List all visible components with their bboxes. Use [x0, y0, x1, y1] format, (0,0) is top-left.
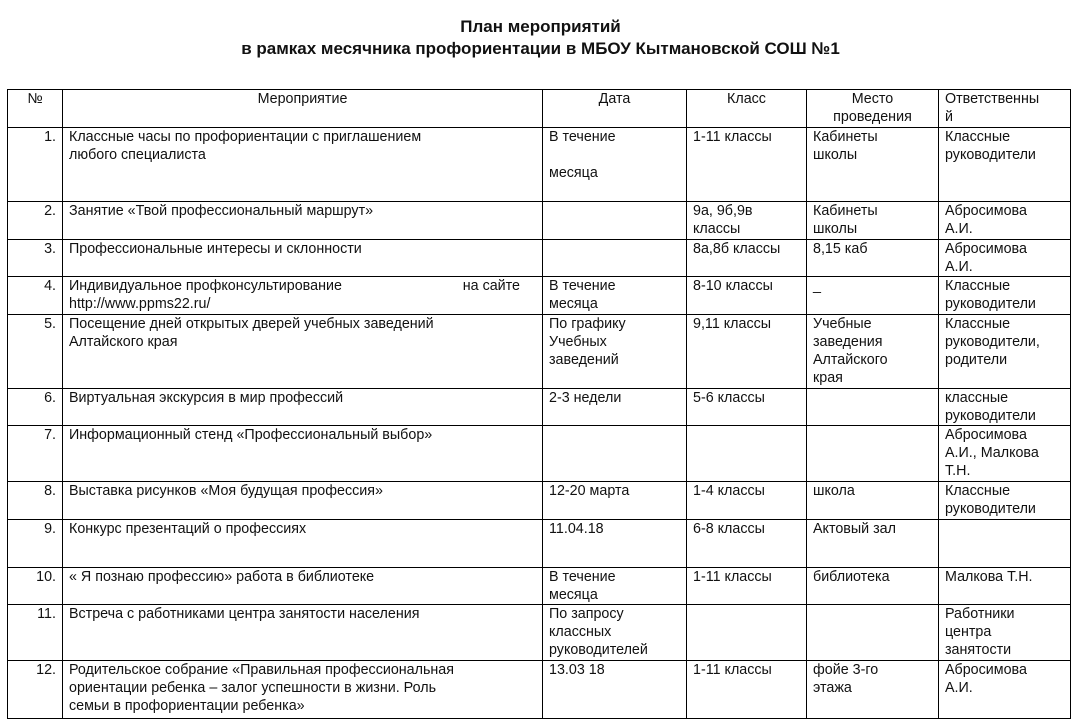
- table-row: [8, 520, 1071, 568]
- row-number: 4.: [8, 277, 63, 315]
- header-class: Класс: [687, 90, 807, 128]
- header-event: Мероприятие: [63, 90, 543, 128]
- row-number: 3.: [8, 240, 63, 277]
- row-place: 8,15 каб: [807, 240, 939, 277]
- row-event: « Я познаю профессию» работа в библиотеке: [63, 568, 543, 605]
- row-class: 6-8 классы: [687, 520, 807, 568]
- table-row: [8, 240, 1071, 277]
- row-class: [687, 605, 807, 661]
- row-number: 12.: [8, 661, 63, 719]
- row-place: школа: [807, 482, 939, 520]
- row-date: [543, 202, 687, 240]
- row-place: Кабинеты школы: [807, 202, 939, 240]
- row-number: 9.: [8, 520, 63, 568]
- row-class: 1-11 классы: [687, 128, 807, 202]
- table-row: [8, 277, 1071, 315]
- row-date: 11.04.18: [543, 520, 687, 568]
- header-number: №: [8, 90, 63, 128]
- row-number: 8.: [8, 482, 63, 520]
- row-number: 2.: [8, 202, 63, 240]
- row-place: фойе 3-го этажа: [807, 661, 939, 719]
- website-link[interactable]: http://www.ppms22.ru/: [69, 296, 211, 312]
- document-title: [0, 16, 1081, 60]
- row-date: [543, 240, 687, 277]
- event-text-part: Индивидуальное профконсультирование: [69, 278, 342, 294]
- row-class: 9а, 9б,9в классы: [687, 202, 807, 240]
- row-date: По графику Учебных заведений: [543, 315, 687, 389]
- row-place: [807, 426, 939, 482]
- row-responsible: [939, 520, 1071, 568]
- row-event: Занятие «Твой профессиональный маршрут»: [63, 202, 543, 240]
- header-row: [8, 90, 1071, 128]
- event-line: [69, 277, 536, 295]
- table-row: [8, 128, 1071, 202]
- row-number: 1.: [8, 128, 63, 202]
- row-responsible: Абросимова А.И.: [939, 661, 1071, 719]
- table-row: [8, 389, 1071, 426]
- row-responsible: Абросимова А.И., Малкова Т.Н.: [939, 426, 1071, 482]
- row-number: 10.: [8, 568, 63, 605]
- row-event: [63, 277, 543, 315]
- row-place: Актовый зал: [807, 520, 939, 568]
- row-place: [807, 389, 939, 426]
- row-number: 7.: [8, 426, 63, 482]
- row-place: Учебные заведения Алтайского края: [807, 315, 939, 389]
- row-date: [543, 426, 687, 482]
- table-row: [8, 568, 1071, 605]
- table-row: [8, 426, 1071, 482]
- row-date: 12-20 марта: [543, 482, 687, 520]
- row-event: Родительское собрание «Правильная профессиональная ориентации ребенка – залог успешности в жизни. Роль семьи в профориентации ребенка»: [63, 661, 543, 719]
- row-class: 8а,8б классы: [687, 240, 807, 277]
- row-responsible: Классные руководители: [939, 128, 1071, 202]
- row-date: В течение месяца: [543, 568, 687, 605]
- row-event: Классные часы по профориентации с приглашением любого специалиста: [63, 128, 543, 202]
- row-date: По запросу классных руководителей: [543, 605, 687, 661]
- row-responsible: Классные руководители, родители: [939, 315, 1071, 389]
- table-row: [8, 315, 1071, 389]
- row-event: Профессиональные интересы и склонности: [63, 240, 543, 277]
- row-date: В течение месяца: [543, 277, 687, 315]
- table-row: [8, 661, 1071, 719]
- row-responsible: Малкова Т.Н.: [939, 568, 1071, 605]
- event-text-part: на сайте: [462, 278, 520, 294]
- row-place: Кабинеты школы: [807, 128, 939, 202]
- row-event: Встреча с работниками центра занятости населения: [63, 605, 543, 661]
- row-date: 13.03 18: [543, 661, 687, 719]
- row-number: 5.: [8, 315, 63, 389]
- row-responsible: Абросимова А.И.: [939, 202, 1071, 240]
- header-place: Место проведения: [807, 90, 939, 128]
- row-place: [807, 605, 939, 661]
- header-date: Дата: [543, 90, 687, 128]
- row-responsible: Работники центра занятости: [939, 605, 1071, 661]
- row-event: Выставка рисунков «Моя будущая профессия»: [63, 482, 543, 520]
- row-date: В течение месяца: [543, 128, 687, 202]
- row-class: 1-4 классы: [687, 482, 807, 520]
- row-class: 8-10 классы: [687, 277, 807, 315]
- row-event: Виртуальная экскурсия в мир профессий: [63, 389, 543, 426]
- row-responsible: классные руководители: [939, 389, 1071, 426]
- row-responsible: Абросимова А.И.: [939, 240, 1071, 277]
- row-class: 9,11 классы: [687, 315, 807, 389]
- row-class: 1-11 классы: [687, 568, 807, 605]
- row-event: Информационный стенд «Профессиональный выбор»: [63, 426, 543, 482]
- table-row: [8, 605, 1071, 661]
- title-line-2: в рамках месячника профориентации в МБОУ Кытмановской СОШ №1: [241, 39, 840, 58]
- row-class: 1-11 классы: [687, 661, 807, 719]
- table-row: [8, 482, 1071, 520]
- row-responsible: Классные руководители: [939, 277, 1071, 315]
- events-table: [7, 89, 1071, 719]
- table-row: [8, 202, 1071, 240]
- title-line-1: План мероприятий: [460, 17, 621, 36]
- row-place: _: [807, 277, 939, 315]
- row-place: библиотека: [807, 568, 939, 605]
- row-class: 5-6 классы: [687, 389, 807, 426]
- row-class: [687, 426, 807, 482]
- row-number: 6.: [8, 389, 63, 426]
- row-responsible: Классные руководители: [939, 482, 1071, 520]
- row-event: Конкурс презентаций о профессиях: [63, 520, 543, 568]
- header-responsible: Ответственны й: [939, 90, 1071, 128]
- row-number: 11.: [8, 605, 63, 661]
- row-event: Посещение дней открытых дверей учебных заведений Алтайского края: [63, 315, 543, 389]
- row-date: 2-3 недели: [543, 389, 687, 426]
